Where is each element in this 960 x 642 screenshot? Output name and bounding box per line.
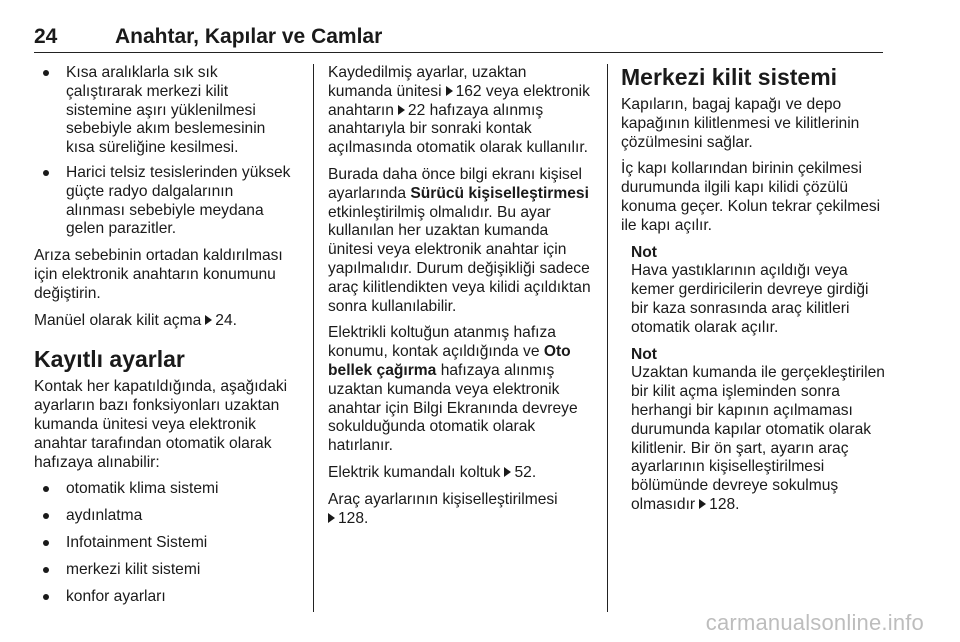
- paragraph: [328, 491, 594, 529]
- note-text: Uzaktan kumanda ile gerçekleştirilen bir kilit açma işleminden sonra herhangi bir kapının açılmaması durumunda kapılar otomatik olarak kilitlenir. Bir ön şart, ayarın araç ayarlarının kişiselleştirilmesi bölümünde devreye sokulmuş olmasıdır: [631, 364, 885, 513]
- page-reference-icon: [328, 513, 335, 523]
- paragraph-text: Manüel olarak kilit açma: [34, 311, 202, 329]
- page-header: [34, 26, 883, 53]
- page-reference[interactable]: 24.: [215, 311, 237, 329]
- page-reference[interactable]: 128.: [338, 509, 369, 527]
- page-reference-icon: [446, 86, 453, 96]
- list-item: aydınlatma: [34, 507, 296, 526]
- paragraph: [328, 324, 594, 456]
- page-reference[interactable]: 128.: [709, 495, 740, 513]
- paragraph-text: Elektrikli koltuğun atanmış hafıza konumu, kontak açıldığında ve: [328, 324, 556, 361]
- page-reference[interactable]: 162 veya elektronik anahtarın: [328, 82, 590, 119]
- paragraph-text: etkinleştirilmiş olmalıdır. Bu ayar kullanılan her uzaktan kumanda ünitesi veya elektronik anahtar için yapılmalıdır. Durum değişikliği sadece araç kilitlendikten veya kilidi açıldıktan sonra kullanılabilir.: [328, 203, 591, 315]
- paragraph: [34, 312, 296, 331]
- note-label: Not: [631, 243, 657, 261]
- page-number: 24: [34, 25, 58, 48]
- menu-option-name: Oto bellek çağırma: [328, 343, 571, 379]
- list-item: Kısa aralıklarla sık sık çalıştırarak merkezi kilit sistemine aşırı yüklenilmesi sebebiyle akım beslemesinin kısa süreliğine kesilmesi.: [34, 64, 296, 158]
- list-item: Harici telsiz tesislerinden yüksek güçte radyo dalgalarının alınması sebebiyle meydana gelen parazitler.: [34, 164, 296, 239]
- page-reference-icon: [205, 315, 212, 325]
- column-divider: [607, 64, 608, 612]
- page-reference-icon: [504, 467, 511, 477]
- paragraph: Kontak her kapatıldığında, aşağıdaki ayarların bazı fonksiyonları uzaktan kumanda ünitesi veya elektronik anahtar tarafından otomatik olarak hafızaya alınabilir:: [34, 378, 288, 471]
- paragraph: [328, 64, 594, 158]
- list-item: konfor ayarları: [34, 588, 296, 607]
- paragraph: [328, 166, 594, 316]
- paragraph-text: Araç ayarlarının kişiselleştirilmesi: [328, 490, 558, 508]
- page-reference[interactable]: 52.: [514, 463, 537, 481]
- section-heading: Kayıtlı ayarlar: [34, 346, 185, 373]
- column-1: [34, 64, 296, 614]
- list-item: otomatik klima sistemi: [34, 480, 296, 499]
- paragraph-text: Kaydedilmiş ayarlar, uzaktan kumanda ünitesi: [328, 64, 527, 100]
- paragraph: [328, 464, 594, 483]
- paragraph: İç kapı kollarından birinin çekilmesi durumunda ilgili kapı kilidi çözülü konuma geçer. Kolun tekrar çekilmesi ile kapı açılır.: [621, 160, 881, 234]
- paragraph: Arıza sebebinin ortadan kaldırılması için elektronik anahtarın konumunu değiştirin.: [34, 247, 283, 302]
- column-divider: [313, 64, 314, 612]
- running-title: Anahtar, Kapılar ve Camlar: [115, 25, 383, 48]
- section-heading: Merkezi kilit sistemi: [621, 64, 838, 90]
- fault-causes-list: [34, 64, 296, 239]
- paragraph-text: hafızaya alınmış uzaktan kumanda veya elektronik anahtar için Bilgi Ekranında devreye sokulduğunda otomatik olarak hatırlanır.: [328, 361, 578, 455]
- watermark: carmanualsonline.info: [705, 610, 924, 635]
- note-text: Hava yastıklarının açıldığı veya kemer gerdiricilerin devreye girdiği bir kaza sonrasında araç kilitleri otomatik olarak açılır.: [631, 262, 869, 336]
- page-reference-icon: [699, 499, 706, 509]
- page-reference[interactable]: 22 hafızaya alınmış anahtarıyla bir sonraki kontak açılmasında otomatik olarak kullanılır.: [328, 101, 589, 157]
- note: [621, 346, 889, 515]
- note-label: Not: [631, 345, 657, 363]
- paragraph-text: Elektrik kumandalı koltuk: [328, 463, 501, 481]
- paragraph: Kapıların, bagaj kapağı ve depo kapağının kilitlenmesi ve kilitlerinin çözülmesini sağlar.: [621, 96, 860, 151]
- paragraph-text: Burada daha önce bilgi ekranı kişisel ayarlarında: [328, 165, 582, 202]
- page-reference-icon: [398, 105, 405, 115]
- list-item: merkezi kilit sistemi: [34, 561, 296, 580]
- note: [621, 244, 889, 338]
- stored-settings-list: [34, 480, 296, 606]
- list-item: Infotainment Sistemi: [34, 534, 296, 553]
- column-2: [328, 64, 594, 536]
- column-3: [621, 64, 889, 523]
- menu-option-name: Sürücü kişiselleştirmesi: [410, 184, 589, 202]
